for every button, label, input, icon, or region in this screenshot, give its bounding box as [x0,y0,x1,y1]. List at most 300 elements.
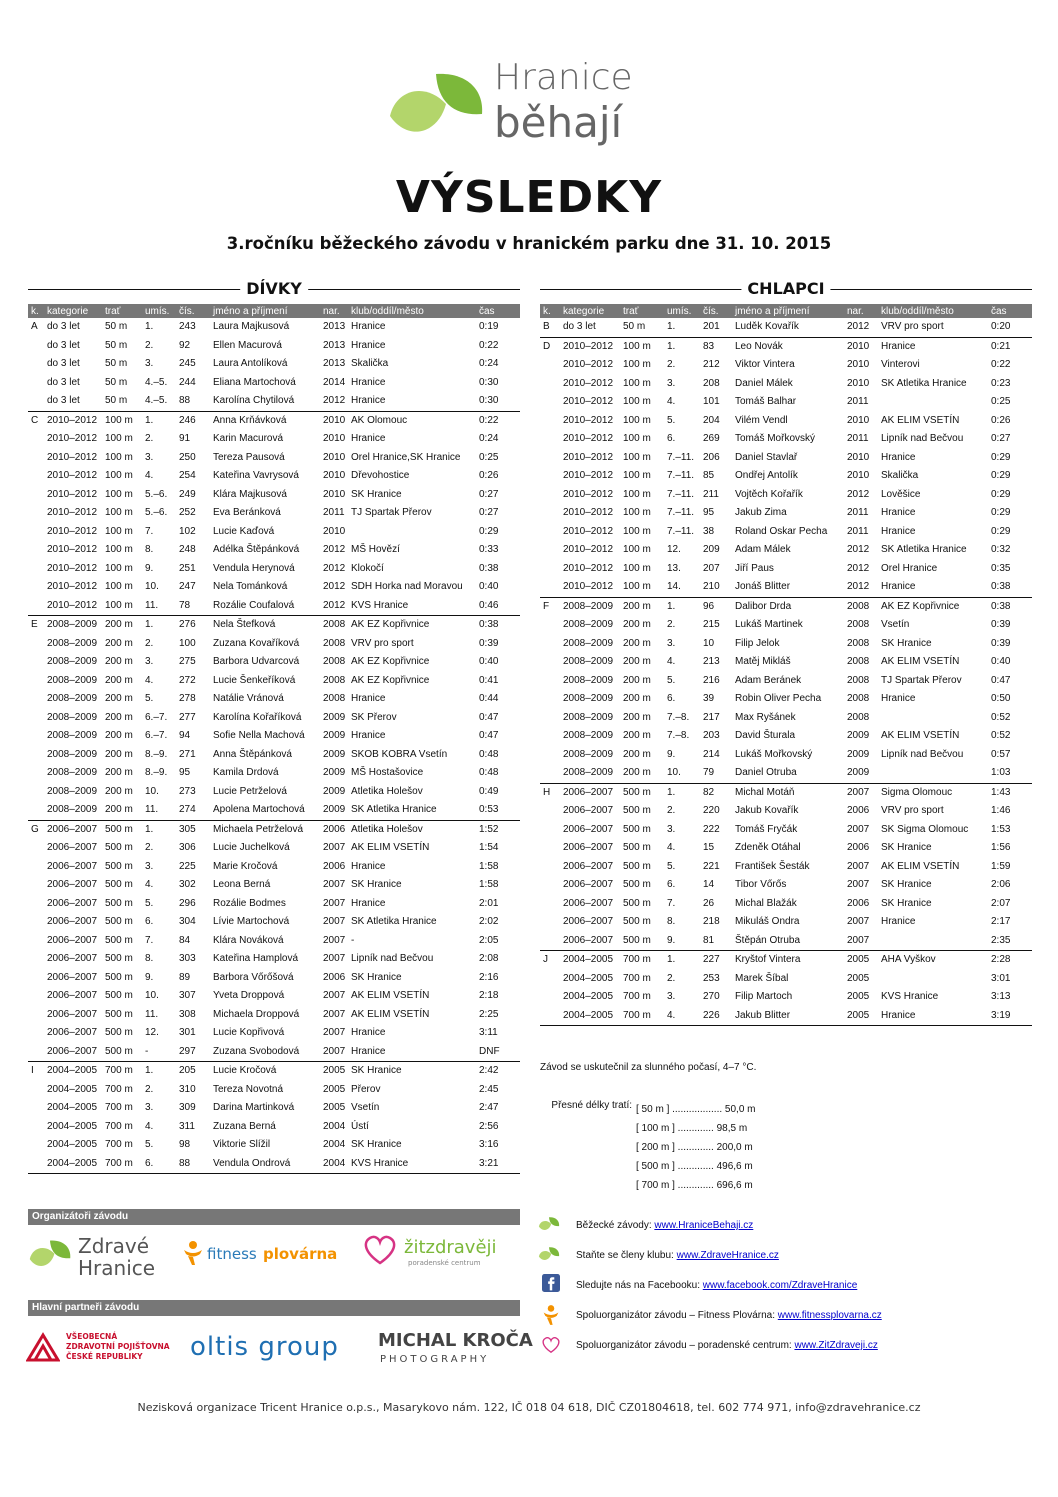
table-row [540,523,1032,542]
cell-time: 3:01 [991,972,1011,984]
cell-name: Natálie Vránová [213,693,284,704]
cell-name: Barbora Udvarcová [213,656,300,667]
cell-class: B [543,321,550,332]
cell-club: SK Atletika Hranice [351,916,437,927]
cell-category: 2008–2009 [563,748,614,760]
cell-distance: 100 m [105,507,133,518]
cell-club [348,523,476,542]
cell-year: 2009 [323,785,346,797]
cell-year: 2007 [323,990,346,1001]
cell-class [28,430,44,449]
vzp-logo [26,1330,176,1366]
cell-place: 4.–5. [145,376,168,388]
cell-time: 3:11 [479,1027,498,1038]
cell-place: 11. [145,1008,159,1020]
cell-place: 2. [145,637,154,649]
facebook-icon [542,1274,560,1292]
table-row [28,337,520,356]
cell-year: 2009 [847,730,870,741]
table-row [28,653,520,672]
distance-line: [ 100 m ] ............. 98,5 m [636,1123,748,1134]
cell-category: 2008–2009 [563,674,614,686]
cell-name: Tomáš Fryčák [735,823,798,835]
cell-year: 2005 [323,1083,346,1095]
cell-club: Hranice [881,507,916,518]
cell-category: 2008–2009 [47,656,98,667]
cell-category: 2006–2007 [47,879,98,890]
table-row [540,913,1032,932]
cell-name: Apolena Martochová [213,804,305,815]
cell-time: 0:38 [479,562,499,574]
cell-bib: 305 [176,820,210,839]
cell-place: 2. [145,1083,154,1095]
cell-club: Ústí [351,1120,369,1132]
cell-time: 0:27 [479,488,499,500]
cell-place: 1. [664,783,700,802]
cell-place: 10. [667,767,681,778]
cell-bib: 216 [703,674,720,686]
cell-year: 2006 [847,805,870,816]
cell-class [28,709,44,728]
cell-time: 0:26 [991,414,1011,426]
cell-class [540,541,560,560]
cell-category: 2004–2005 [47,1120,98,1132]
cell-bib: 81 [703,934,715,946]
cell-place: 5. [145,693,154,704]
cell-name: Ondřej Antolík [735,470,798,481]
cell-category: 2008–2009 [47,711,98,723]
table-row [28,1099,520,1118]
cell-distance: 200 m [623,730,651,741]
cell-club: Lipník nad Bečvou [881,433,964,444]
cell-name: David Šturala [735,730,796,741]
cell-time: 2:17 [991,916,1011,927]
cell-name: Luděk Kovařík [735,321,799,332]
cell-bib: 227 [700,951,732,970]
cell-name: Vojtěch Kořařík [735,488,803,500]
cell-bib: 252 [179,507,196,518]
cell-class [28,1155,44,1174]
cell-club: SK Přerov [351,711,397,723]
cell-place: 8. [667,916,676,927]
cell-club: Hranice [351,1027,386,1038]
table-row [540,802,1032,821]
cell-category: do 3 let [47,339,80,351]
cell-year: 2008 [323,637,346,649]
heart-icon [362,1234,398,1266]
cell-club: Hranice [351,693,386,704]
cell-time: 0:52 [991,730,1011,741]
cell-class [540,858,560,877]
cell-distance: 500 m [620,783,664,802]
zdrave-line-2: Hranice [78,1256,156,1280]
table-row [28,876,520,895]
boys-results-table [540,304,1032,1026]
cell-category: 2010–2012 [563,451,614,463]
cell-category: 2004–2005 [44,1155,102,1174]
cell-club: MŠ Hostašovice [351,767,424,778]
cell-time: 0:20 [991,321,1011,332]
cell-year: 2007 [323,897,346,909]
cell-year: 2011 [847,525,869,537]
cell-distance: 200 m [623,637,651,649]
table-row [28,746,520,765]
cell-category: 2010–2012 [47,507,98,518]
leaf-logo-icon [28,1236,72,1276]
cell-distance: 200 m [623,748,651,760]
fitness-plovarna-logo [182,1240,342,1270]
page-title: VÝSLEDKY [395,172,663,223]
cell-bib: 207 [703,562,720,574]
cell-club: Hranice [881,693,916,704]
cell-year: 2008 [323,693,346,704]
cell-name: Eva Beránková [213,507,281,518]
cell-time: 1:53 [991,823,1011,835]
cell-class: G [28,820,44,839]
cell-category: 2006–2007 [47,1008,98,1020]
cell-club: TJ Spartak Přerov [881,674,962,686]
cell-club: SK Hranice [881,842,932,853]
cell-club: SK Hranice [881,897,932,909]
cell-class [28,783,44,802]
cell-name: Zuzana Svobodová [213,1045,300,1057]
cell-distance: 100 m [623,488,651,500]
cell-bib: 98 [179,1139,191,1150]
cell-year: 2007 [323,1045,346,1057]
cell-category: 2006–2007 [563,842,614,853]
cell-class [540,486,560,505]
cell-bib: 245 [179,358,196,369]
table-row [540,839,1032,858]
cell-time: 0:24 [479,433,499,444]
link-text: Sledujte nás na Facebooku: [576,1280,703,1291]
table-row [28,1081,520,1100]
cell-year: 2006 [320,820,348,839]
cell-club: AK EZ Kopřivnice [348,616,476,635]
cell-year: 2012 [847,544,870,555]
table-row [28,987,520,1006]
cell-bib: 276 [176,616,210,635]
cell-place: 6.–7. [145,711,168,723]
cell-club: Hranice [881,581,916,592]
cell-bib: 89 [179,971,191,983]
boys-section-header [540,280,1032,298]
cell-year: 2004 [320,1155,348,1174]
cell-category: 2004–2005 [560,951,620,970]
cell-time: 0:33 [479,544,499,555]
cell-place: 2. [145,339,154,351]
cell-name: Jakub Kovařík [735,805,799,816]
cell-distance: 500 m [623,805,651,816]
cell-distance: 700 m [620,1007,664,1026]
cell-category: do 3 let [47,395,80,406]
cell-class [540,393,560,412]
cell-name: Lívie Martochová [213,916,290,927]
cell-category: do 3 let [47,358,80,369]
link-zdrave-hranice[interactable]: www.ZdraveHranice.cz [676,1250,779,1261]
cell-year: 2007 [323,879,346,890]
cell-club: SK Hranice [351,971,402,983]
cell-place: 10. [145,581,159,592]
link-hranice-behaji[interactable]: www.HraniceBehaji.cz [654,1220,754,1231]
cell-year: 2013 [323,339,346,351]
column-header-place: umís. [142,304,176,318]
table-row [28,467,520,486]
cell-time: 0:39 [479,637,499,649]
cell-class [28,523,44,542]
table-row [540,486,1032,505]
cell-distance: 100 m [105,599,133,611]
cell-distance: 500 m [623,842,651,853]
table-row [28,1062,520,1081]
cell-time: 0:25 [479,451,499,463]
cell-bib: 201 [703,321,720,332]
cell-bib: 307 [179,990,196,1001]
table-row [540,970,1032,989]
table-row [540,430,1032,449]
cell-distance: 500 m [105,916,133,927]
cell-place: 13. [667,562,681,574]
cell-club: Hranice [351,1045,386,1057]
vzp-line-2: ZDRAVOTNÍ POJIŠŤOVNA [66,1342,170,1351]
table-row [540,951,1032,970]
cell-category: 2006–2007 [560,783,620,802]
cell-year: 2008 [847,656,870,667]
cell-club: - [351,934,355,946]
cell-place: 5. [667,674,676,686]
cell-distance: 500 m [105,971,133,983]
column-header-name: jméno a příjmení [210,304,320,318]
cell-category: 2010–2012 [47,599,98,611]
girls-results-table [28,304,520,1174]
cell-year: 2012 [847,488,870,500]
cell-time: 2:08 [479,953,499,964]
cell-category: 2008–2009 [47,748,98,760]
cell-year: 2009 [847,748,870,760]
vzp-line-3: ČESKÉ REPUBLIKY [66,1352,143,1361]
cell-name: Dalibor Drda [732,597,844,616]
cell-name: Karolína Kořaříková [213,711,302,723]
cell-place: 9. [667,748,676,760]
cell-time: 1:58 [479,879,499,890]
link-facebook[interactable]: www.facebook.com/ZdraveHranice [702,1280,858,1291]
cell-name: Ellen Macurová [213,339,282,351]
cell-place: 1. [667,321,676,332]
cell-category: 2006–2007 [47,897,98,909]
cell-time: 1:59 [991,860,1011,872]
cell-year: 2007 [847,934,870,946]
cell-club: AK Olomouc [348,411,476,430]
cell-year: 2007 [847,860,870,872]
cell-class [540,727,560,746]
cell-name: Zuzana Kovaříková [213,637,300,649]
cell-time: 0:23 [991,377,1011,389]
cell-category: 2006–2007 [47,860,98,872]
cell-category: 2006–2007 [44,820,102,839]
table-row [540,467,1032,486]
table-row [540,932,1032,951]
table-row [540,988,1032,1007]
cell-distance: 700 m [102,1062,142,1081]
cell-name: Jakub Blitter [732,1007,844,1026]
cell-category: 2006–2007 [47,990,98,1001]
cell-class [28,672,44,691]
cell-year: 2007 [847,879,870,890]
cell-place: 3. [667,377,676,389]
cell-year: 2009 [323,748,346,760]
table-row [28,858,520,877]
vzp-line-1: VŠEOBECNÁ [66,1332,118,1341]
cell-time: 0:50 [991,693,1011,704]
cell-distance: 100 m [623,562,651,574]
cell-club: Skalička [351,358,389,369]
logo-line-2: běhají [494,98,623,147]
cell-place: 6. [145,916,154,927]
cell-category: 2006–2007 [47,842,98,853]
cell-distance: 50 m [623,321,646,332]
cell-club: AK ELIM VSETÍN [881,656,960,667]
cell-class [540,988,560,1007]
zit-zdraveji-logo [362,1234,512,1274]
cell-bib: 297 [179,1045,196,1057]
cell-place: 2. [667,805,676,816]
cell-year: 2007 [323,1008,346,1020]
cell-name: Michaela Droppová [213,1008,300,1020]
cell-year: 2007 [323,842,346,853]
cell-club: AHA Vyškov [878,951,988,970]
cell-category: 2006–2007 [47,916,98,927]
cell-year: 2013 [323,358,346,369]
cell-distance: 100 m [623,470,651,481]
cell-club [878,970,988,989]
cell-bib: 218 [703,916,720,927]
cell-category: 2006–2007 [563,916,614,927]
cell-name: Max Ryšánek [735,711,796,723]
cell-bib: 302 [179,879,196,890]
girls-section-header [28,280,520,298]
cell-category: 2004–2005 [44,1062,102,1081]
cell-distance: 100 m [623,544,651,555]
cell-class [28,635,44,654]
cell-time: 0:22 [991,359,1011,370]
leaf-icon [538,1214,560,1236]
cell-place: 4. [664,1007,700,1026]
cell-class [28,486,44,505]
cell-category: 2008–2009 [563,767,614,778]
cell-name: Nela Tománková [213,581,288,592]
cell-category: do 3 let [47,376,80,388]
cell-class [540,653,560,672]
cell-category: 2010–2012 [47,451,98,463]
cell-time: 0:29 [991,525,1011,537]
cell-year: 2010 [323,451,346,463]
cell-club: SK Atletika Hranice [351,804,437,815]
link-text: Spoluorganizátor závodu – Fitness Plovárna: [576,1310,778,1321]
kroca-line-2: PHOTOGRAPHY [380,1354,490,1365]
cell-class [540,932,560,951]
cell-club: SK Hranice [351,1139,402,1150]
cell-name: Lucie Šenkeříková [213,674,296,686]
cell-year: 2010 [847,414,870,426]
cell-place: 2. [145,433,154,444]
cell-place: 7.–11. [667,470,695,481]
cell-name: Lucie Kopřivová [213,1027,285,1038]
cell-bib: 246 [176,411,210,430]
cell-bib: 274 [179,804,196,815]
cell-class [540,970,560,989]
cell-category: 2010–2012 [47,488,98,500]
cell-category: 2010–2012 [563,488,614,500]
cell-class [28,1081,44,1100]
cell-time: 0:29 [991,488,1011,500]
cell-name: Adélka Štěpánková [213,544,300,555]
cell-club: Hranice [351,433,386,444]
cell-place: 4. [667,842,676,853]
cell-class [28,541,44,560]
cell-category: 2010–2012 [563,414,614,426]
cell-place: 4. [145,674,154,686]
cell-class [540,578,560,597]
cell-bib: 212 [703,359,720,370]
cell-time: 1:52 [476,820,520,839]
table-row [28,727,520,746]
cell-name: Eliana Martochová [213,376,296,388]
cell-bib: 208 [703,377,720,389]
cell-category: 2008–2009 [47,730,98,741]
cell-bib: 203 [703,730,720,741]
cell-name: Sofie Nella Machová [213,730,305,741]
cell-time: 2:47 [479,1102,499,1113]
column-header-class: k. [28,304,44,318]
cell-place: 10. [145,785,159,797]
distance-line: [ 200 m ] ............. 200,0 m [636,1142,753,1153]
cell-class [28,1099,44,1118]
cell-class [28,374,44,393]
cell-distance: 200 m [105,656,133,667]
cell-time: 0:26 [479,470,499,481]
cell-distance: 50 m [105,339,128,351]
cell-category: 2006–2007 [563,805,614,816]
cell-category: 2004–2005 [560,1007,620,1026]
cell-distance: 100 m [102,411,142,430]
cell-class [540,746,560,765]
column-header-club: klub/oddíl/město [878,304,988,318]
cell-bib: 88 [179,395,191,406]
cell-category: 2008–2009 [47,674,98,686]
cell-distance: 100 m [105,470,133,481]
cell-time: 0:44 [479,693,499,704]
cell-distance: 500 m [105,1008,133,1020]
link-fitness-plovarna[interactable]: www.fitnessplovarna.cz [777,1310,882,1321]
cell-time: 2:56 [479,1120,499,1132]
cell-year: 2012 [323,562,346,574]
table-row [28,783,520,802]
cell-time: 0:39 [991,619,1011,630]
cell-name: Karolína Chytilová [213,395,295,406]
cell-bib: 100 [179,637,196,649]
table-row [28,523,520,542]
cell-distance: 200 m [102,616,142,635]
cell-year: 2012 [323,581,346,592]
table-row [28,616,520,635]
cell-distance: 500 m [105,934,133,946]
cell-class: E [28,616,44,635]
cell-club: Lověšice [881,488,921,500]
table-row [540,504,1032,523]
link-zit-zdraveji[interactable]: www.ZitZdraveji.cz [794,1340,878,1351]
cell-name: Barbora Vőrőšová [213,971,294,983]
cell-time: 2:16 [479,971,499,983]
